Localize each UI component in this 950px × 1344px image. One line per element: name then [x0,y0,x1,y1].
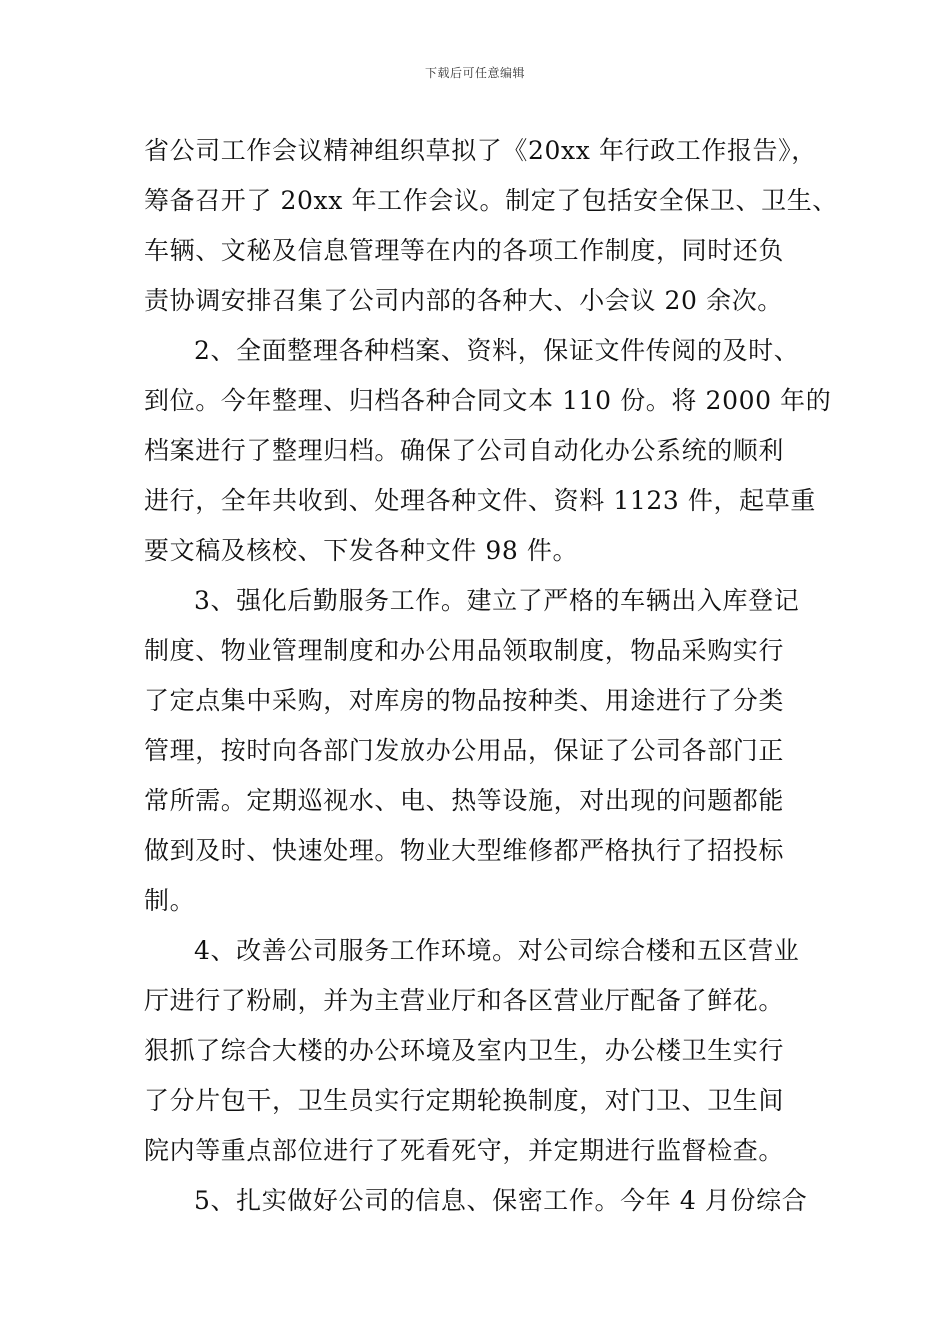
text-line: 到位。今年整理、归档各种合同文本 110 份。将 2000 年的 [144,386,832,415]
text-line: 狠抓了综合大楼的办公环境及室内卫生，办公楼卫生实行 [144,1036,785,1065]
paragraph-4-start: 4、改善公司服务工作环境。对公司综合楼和五区营业 [194,936,800,965]
text-line: 车辆、文秘及信息管理等在内的各项工作制度，同时还负 [144,236,785,265]
text-line: 了定点集中采购，对库房的物品按种类、用途进行了分类 [144,686,785,715]
paragraph-2-start: 2、全面整理各种档案、资料，保证文件传阅的及时、 [194,336,800,365]
text-line: 省公司工作会议精神组织草拟了《20xx 年行政工作报告》， [144,136,817,165]
text-line: 制度、物业管理制度和办公用品领取制度，物品采购实行 [144,636,785,665]
text-line: 院内等重点部位进行了死看死守，并定期进行监督检查。 [144,1136,785,1165]
paragraph-3-start: 3、强化后勤服务工作。建立了严格的车辆出入库登记 [194,586,800,615]
text-line: 要文稿及核校、下发各种文件 98 件。 [144,536,579,565]
text-line: 责协调安排召集了公司内部的各种大、小会议 20 余次。 [144,286,783,315]
text-line: 筹备召开了 20xx 年工作会议。制定了包括安全保卫、卫生、 [144,186,838,215]
document-body [144,126,838,1226]
text-line: 了分片包干，卫生员实行定期轮换制度，对门卫、卫生间 [144,1086,785,1115]
paragraph-5-start: 5、扎实做好公司的信息、保密工作。今年 4 月份综合 [194,1186,808,1215]
header-note: 下载后可任意编辑 [424,66,525,80]
text-line: 管理，按时向各部门发放办公用品，保证了公司各部门正 [144,736,785,765]
text-line: 常所需。定期巡视水、电、热等设施，对出现的问题都能 [144,786,785,815]
text-line: 做到及时、快速处理。物业大型维修都严格执行了招投标 [144,836,785,865]
text-line: 进行，全年共收到、处理各种文件、资料 1123 件，起草重 [144,486,816,515]
text-line: 档案进行了整理归档。确保了公司自动化办公系统的顺利 [144,436,785,465]
text-line: 厅进行了粉刷，并为主营业厅和各区营业厅配备了鲜花。 [144,986,785,1015]
text-line: 制。 [144,886,196,915]
